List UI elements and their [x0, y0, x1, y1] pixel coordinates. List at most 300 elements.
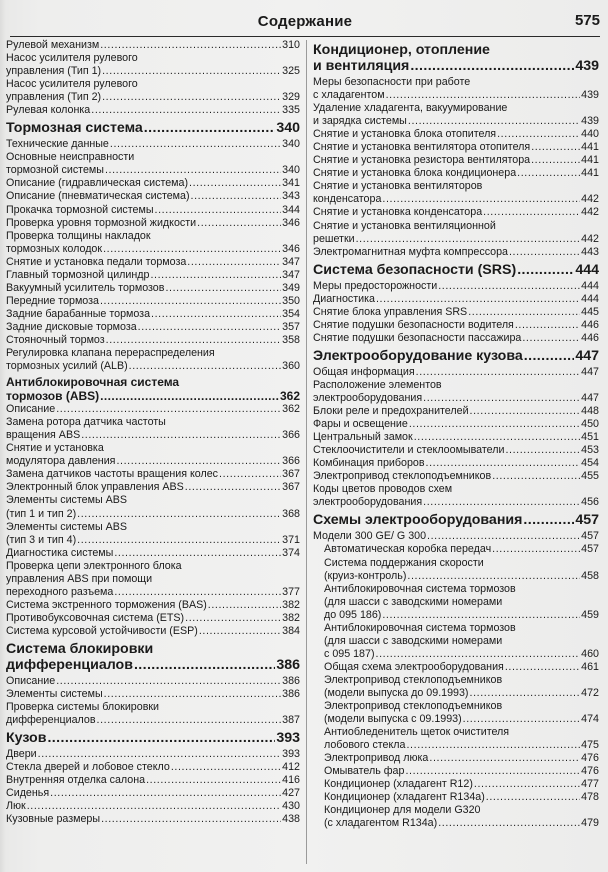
entry-row — [313, 405, 599, 418]
entry-text: Система поддержания скорости — [324, 556, 484, 569]
entry-text: Описание (пневматическая система) — [6, 190, 190, 203]
entry-row — [6, 104, 300, 117]
entry-text: Снятие и установка вентиляторов — [313, 180, 483, 193]
entry-text: тормозной системы — [6, 164, 104, 177]
entry-row — [324, 713, 599, 726]
entry-text: Автоматическая коробка передач — [324, 543, 492, 556]
toc-entry — [313, 319, 599, 332]
toc-entry — [6, 256, 300, 269]
dot-leader — [505, 444, 580, 457]
entry-row — [6, 243, 300, 256]
page-ref: 382 — [282, 611, 300, 624]
entry-text: Элементы системы ABS — [6, 520, 128, 533]
dot-leader — [474, 778, 580, 791]
page-ref: 477 — [581, 778, 599, 791]
toc-entry — [6, 416, 300, 442]
toc-entry — [313, 167, 599, 180]
entry-text: Стекла дверей и лобовое стекло — [6, 761, 170, 774]
entry-text: Внутренняя отделка салона — [6, 774, 146, 787]
page-ref: 460 — [581, 647, 599, 660]
dot-leader — [38, 748, 282, 761]
page-ref: 382 — [282, 598, 300, 611]
entry-text: Электропривод стеклоподъемников — [324, 700, 503, 713]
entry-row — [324, 570, 599, 583]
dot-leader — [522, 332, 580, 345]
entry-row — [6, 65, 300, 78]
dot-leader — [114, 586, 281, 599]
toc-entry — [6, 321, 300, 334]
dot-leader — [100, 39, 281, 52]
entry-text: Насос усилителя рулевого — [6, 78, 138, 91]
entry-row — [313, 306, 599, 319]
dot-leader — [438, 817, 580, 830]
entry-row — [6, 91, 300, 104]
toc-entry — [313, 246, 599, 259]
toc-entry — [6, 560, 300, 599]
toc-entry — [6, 204, 300, 217]
dot-leader — [376, 648, 581, 661]
entry-text: тормозных колодок — [6, 242, 103, 255]
toc-entry — [313, 765, 599, 778]
toc-entry — [6, 481, 300, 494]
page-ref: 354 — [282, 307, 300, 320]
toc-entry — [313, 804, 599, 830]
toc-entry — [313, 306, 599, 319]
page-ref: 447 — [575, 347, 599, 364]
entry-row — [313, 280, 599, 293]
dot-leader — [208, 599, 281, 612]
dot-leader — [429, 752, 580, 765]
dot-leader — [105, 164, 281, 177]
subsection-heading — [6, 375, 300, 403]
entry-text: Стеклоочистители и стеклоомыватели — [313, 444, 505, 457]
page-ref: 445 — [581, 305, 599, 318]
dot-leader — [531, 154, 580, 167]
page-ref: 310 — [282, 39, 300, 51]
dot-leader — [151, 308, 281, 321]
entry-row — [6, 675, 300, 688]
entry-text: Описание (гидравлическая система) — [6, 177, 189, 190]
page-ref: 347 — [282, 268, 300, 281]
entry-text: и зарядка системы — [313, 115, 407, 128]
toc-entry — [313, 557, 599, 583]
dot-leader — [116, 455, 281, 468]
entry-text: Снятие и установка резистора вентилятора — [313, 154, 531, 167]
entry-row — [6, 190, 300, 203]
entry-row — [6, 138, 300, 151]
toc-entry — [313, 293, 599, 306]
page-ref: 325 — [282, 65, 300, 78]
entry-row — [6, 334, 300, 347]
entry-row — [313, 444, 599, 457]
heading-text: Антиблокировочная система — [6, 375, 180, 390]
dot-leader — [523, 512, 574, 528]
entry-text: Система экстренного торможения (BAS) — [6, 598, 207, 611]
entry-row — [6, 403, 300, 416]
toc-entry — [313, 141, 599, 154]
entry-text: Снятие и установка конденсатора — [313, 206, 483, 219]
column-divider — [306, 40, 307, 864]
entry-text: Комбинация приборов — [313, 457, 425, 470]
entry-row — [313, 206, 599, 219]
entry-text: переходного разъема — [6, 585, 114, 598]
page-ref: 350 — [282, 294, 300, 307]
dot-leader — [27, 800, 281, 813]
entry-text: Система курсовой устойчивости (ESP) — [6, 624, 198, 637]
dot-leader — [483, 206, 580, 219]
entry-row — [6, 761, 300, 774]
entry-text: Стояночный тормоз — [6, 333, 105, 346]
entry-text: Удаление хладагента, вакуумирование — [313, 102, 508, 115]
entry-text: Снятие и установка вентилятора отопителя — [313, 141, 531, 154]
dot-leader — [56, 403, 281, 416]
dot-leader — [386, 89, 581, 102]
page-ref: 447 — [581, 365, 599, 378]
toc-entry — [6, 494, 300, 520]
toc-entry — [6, 701, 300, 727]
page-ref: 387 — [282, 714, 300, 727]
dot-leader — [100, 389, 279, 403]
toc-entry — [6, 599, 300, 612]
entry-row — [6, 714, 300, 727]
entry-text: Электропривод стеклоподъемников — [324, 673, 503, 686]
dot-leader — [416, 366, 581, 379]
toc-entry — [6, 403, 300, 416]
toc-entry — [6, 190, 300, 203]
toc-entry — [6, 612, 300, 625]
page-ref: 444 — [581, 292, 599, 305]
entry-text: Диагностика — [313, 292, 375, 305]
page-ref: 453 — [581, 444, 599, 457]
entry-row — [313, 319, 599, 332]
page-ref: 450 — [581, 418, 599, 431]
section-heading — [313, 512, 599, 528]
toc-entry — [6, 230, 300, 256]
entry-row — [313, 89, 599, 102]
dot-leader — [492, 543, 580, 556]
dot-leader — [97, 714, 282, 727]
dot-leader — [91, 104, 281, 117]
page-ref: 371 — [282, 533, 300, 546]
entry-text: электрооборудования — [313, 391, 423, 404]
toc-entry — [313, 726, 599, 752]
entry-text: Противобуксовочная система (ETS) — [6, 611, 185, 624]
entry-text: управления (Тип 1) — [6, 65, 102, 78]
toc-entry — [313, 674, 599, 700]
dot-leader — [531, 141, 580, 154]
entry-text: с хладагентом — [313, 89, 385, 102]
toc-entry — [6, 675, 300, 688]
page-ref: 439 — [581, 89, 599, 102]
page-ref: 362 — [282, 403, 300, 416]
dot-leader — [517, 262, 574, 278]
entry-row — [6, 547, 300, 560]
page-ref: 476 — [581, 765, 599, 778]
section-heading — [6, 641, 300, 673]
entry-text: Снятие и установка — [6, 442, 104, 455]
entry-text: Кузовные размеры — [6, 813, 101, 826]
dot-leader — [189, 177, 281, 190]
toc-entry — [313, 220, 599, 246]
dot-leader — [517, 167, 580, 180]
toc-entry — [6, 308, 300, 321]
entry-text: (с хладагентом R134a) — [324, 817, 438, 830]
toc-entry — [313, 102, 599, 128]
dot-leader — [110, 138, 281, 151]
page-ref: 447 — [581, 391, 599, 404]
toc-entry — [6, 521, 300, 547]
toc-entry — [6, 39, 300, 52]
dot-leader — [100, 295, 281, 308]
entry-row — [6, 39, 300, 52]
dot-leader — [427, 530, 580, 543]
entry-text: Коды цветов проводов схем — [313, 483, 453, 496]
dot-leader — [406, 739, 580, 752]
dot-leader — [382, 609, 580, 622]
dot-leader — [50, 787, 281, 800]
toc-entry — [6, 269, 300, 282]
entry-row — [6, 625, 300, 638]
dot-leader — [106, 334, 281, 347]
toc-entry — [6, 138, 300, 151]
page-ref: 346 — [282, 216, 300, 229]
toc-entry — [313, 431, 599, 444]
toc-entry — [313, 791, 599, 804]
dot-leader — [405, 765, 580, 778]
page-ref: 368 — [282, 507, 300, 520]
entry-text: до 095 186) — [324, 608, 382, 621]
entry-text: Снятие и установка блока кондиционера — [313, 167, 517, 180]
entry-row — [313, 496, 599, 509]
section-heading — [313, 262, 599, 278]
page-ref: 358 — [282, 333, 300, 346]
dot-leader — [185, 612, 281, 625]
entry-row — [6, 481, 300, 494]
page-ref: 366 — [282, 429, 300, 442]
dot-leader — [414, 431, 580, 444]
entry-text: Проверка уровня тормозной жидкости — [6, 216, 197, 229]
entry-row — [313, 167, 599, 180]
entry-text: Регулировка клапана перераспределения — [6, 347, 215, 360]
entry-row — [324, 661, 599, 674]
dot-leader — [77, 508, 281, 521]
entry-row — [6, 256, 300, 269]
entry-text: Насос усилителя рулевого — [6, 52, 138, 65]
entry-row — [324, 791, 599, 804]
entry-row — [313, 366, 599, 379]
entry-text: Замена ротора датчика частоты — [6, 416, 166, 429]
dot-leader — [171, 761, 281, 774]
dot-leader — [423, 496, 580, 509]
page-ref: 393 — [282, 748, 300, 761]
toc-entry — [313, 76, 599, 102]
page-ref: 457 — [581, 530, 599, 543]
entry-text: управления ABS при помощи — [6, 572, 153, 585]
entry-text: Снятие блока управления SRS — [313, 305, 468, 318]
entry-text: Описание — [6, 674, 56, 687]
page-ref: 444 — [575, 261, 599, 278]
page-ref: 443 — [581, 245, 599, 258]
entry-text: Кондиционер (хладагент R12) — [324, 778, 473, 791]
heading-text: Электрооборудование кузова — [313, 347, 523, 364]
toc-entry — [313, 366, 599, 379]
dot-leader — [463, 713, 580, 726]
page-title: Содержание — [257, 13, 353, 30]
page-ref: 340 — [282, 138, 300, 151]
entry-text: Основные неисправности — [6, 151, 135, 164]
page-ref: 384 — [282, 624, 300, 637]
entry-text: конденсатора — [313, 193, 382, 206]
toc-right-column — [313, 39, 599, 830]
heading-text: Тормозная система — [6, 120, 143, 137]
entry-text: Антиблокировочная система тормозов — [324, 621, 516, 634]
entry-row — [6, 774, 300, 787]
dot-leader — [56, 675, 281, 688]
page-ref: 374 — [282, 546, 300, 559]
page-ref: 439 — [581, 115, 599, 128]
page-ref: 457 — [581, 543, 599, 556]
entry-row — [313, 154, 599, 167]
entry-text: Снятие и установка педали тормоза — [6, 255, 187, 268]
entry-text: Снятие и установка вентиляционной — [313, 219, 496, 232]
entry-text: (круиз-контроль) — [324, 569, 407, 582]
page-ref: 329 — [282, 91, 300, 104]
entry-row — [313, 115, 599, 128]
page-ref: 346 — [282, 242, 300, 255]
entry-text: Сиденья — [6, 787, 50, 800]
page-ref: 458 — [581, 569, 599, 582]
toc-entry — [6, 217, 300, 230]
toc-entry — [313, 280, 599, 293]
entry-text: Описание — [6, 403, 56, 416]
toc-entry — [313, 418, 599, 431]
entry-text: Проверка системы блокировки — [6, 701, 160, 714]
entry-text: управления (Тип 2) — [6, 91, 102, 104]
entry-row — [313, 128, 599, 141]
page-ref: 448 — [581, 405, 599, 418]
toc-entry — [313, 154, 599, 167]
entry-row — [6, 282, 300, 295]
page-ref: 441 — [581, 141, 599, 154]
toc-entry — [6, 442, 300, 468]
entry-row — [313, 332, 599, 345]
entry-text: Электронный блок управления ABS — [6, 481, 184, 494]
dot-leader — [470, 687, 581, 700]
entry-text: модулятора давления — [6, 455, 116, 468]
entry-text: лобового стекла — [324, 739, 406, 752]
heading-text: дифференциалов — [6, 656, 133, 673]
entry-text: Электромагнитная муфта компрессора — [313, 245, 508, 258]
entry-text: Прокачка тормозной системы — [6, 203, 154, 216]
entry-row — [6, 455, 300, 468]
entry-text: (для шасси с заводскими номерами — [324, 595, 503, 608]
entry-row — [6, 204, 300, 217]
entry-text: Задние дисковые тормоза — [6, 320, 137, 333]
dot-leader — [524, 348, 575, 364]
entry-text: Элементы системы ABS — [6, 494, 128, 507]
dot-leader — [410, 58, 574, 74]
heading-row — [6, 657, 300, 673]
entry-row — [6, 813, 300, 826]
heading-text: тормозов (ABS) — [6, 389, 100, 404]
page-ref: 442 — [581, 232, 599, 245]
dot-leader — [138, 321, 281, 334]
page-ref: 357 — [282, 320, 300, 333]
entry-row — [6, 360, 300, 373]
entry-row — [313, 141, 599, 154]
dot-leader — [103, 243, 281, 256]
page-header — [10, 12, 600, 37]
entry-row — [6, 534, 300, 547]
dot-leader — [219, 468, 281, 481]
dot-leader — [101, 813, 281, 826]
page-ref: 340 — [282, 164, 300, 177]
dot-leader — [102, 91, 281, 104]
heading-text: и вентиляция — [313, 58, 410, 74]
entry-row — [324, 765, 599, 778]
dot-leader — [134, 657, 275, 673]
page-ref: 366 — [282, 455, 300, 468]
entry-text: Диагностика системы — [6, 546, 114, 559]
page-ref: 442 — [581, 206, 599, 219]
page-ref: 459 — [581, 608, 599, 621]
page-ref: 386 — [282, 674, 300, 687]
entry-row — [313, 246, 599, 259]
dot-leader — [509, 246, 580, 259]
heading-text: Кондиционер, отопление — [313, 42, 490, 58]
toc-entry — [313, 379, 599, 405]
entry-row — [313, 457, 599, 470]
dot-leader — [407, 570, 580, 583]
page-ref: 439 — [575, 58, 599, 74]
toc-entry — [6, 295, 300, 308]
toc-entry — [6, 748, 300, 761]
entry-row — [324, 752, 599, 765]
entry-row — [6, 599, 300, 612]
toc-entry — [6, 547, 300, 560]
toc-entry — [313, 444, 599, 457]
entry-row — [313, 293, 599, 306]
entry-text: Двери — [6, 748, 37, 761]
entry-text: Рулевой механизм — [6, 39, 100, 51]
entry-text: Люк — [6, 800, 26, 813]
toc-entry — [313, 457, 599, 470]
page-ref: 444 — [581, 279, 599, 292]
toc-entry — [6, 688, 300, 701]
dot-leader — [187, 256, 281, 269]
entry-text: Замена датчиков частоты вращения колес — [6, 468, 218, 481]
dot-leader — [150, 269, 281, 282]
dot-leader — [486, 791, 580, 804]
toc-entry — [313, 530, 599, 543]
page-ref: 455 — [581, 470, 599, 483]
entry-text: Снятие подушки безопасности водителя — [313, 318, 514, 331]
toc-entry — [313, 778, 599, 791]
entry-text: Меры предосторожности — [313, 279, 438, 292]
dot-leader — [408, 115, 580, 128]
dot-leader — [468, 306, 580, 319]
dot-leader — [102, 65, 281, 78]
entry-row — [6, 217, 300, 230]
toc-entry — [313, 583, 599, 622]
entry-row — [313, 418, 599, 431]
entry-text: Омыватель фар — [324, 765, 405, 778]
heading-row — [6, 389, 300, 403]
entry-row — [6, 748, 300, 761]
entry-text: Меры безопасности при работе — [313, 76, 471, 88]
heading-row — [313, 58, 599, 74]
toc-entry — [6, 625, 300, 638]
